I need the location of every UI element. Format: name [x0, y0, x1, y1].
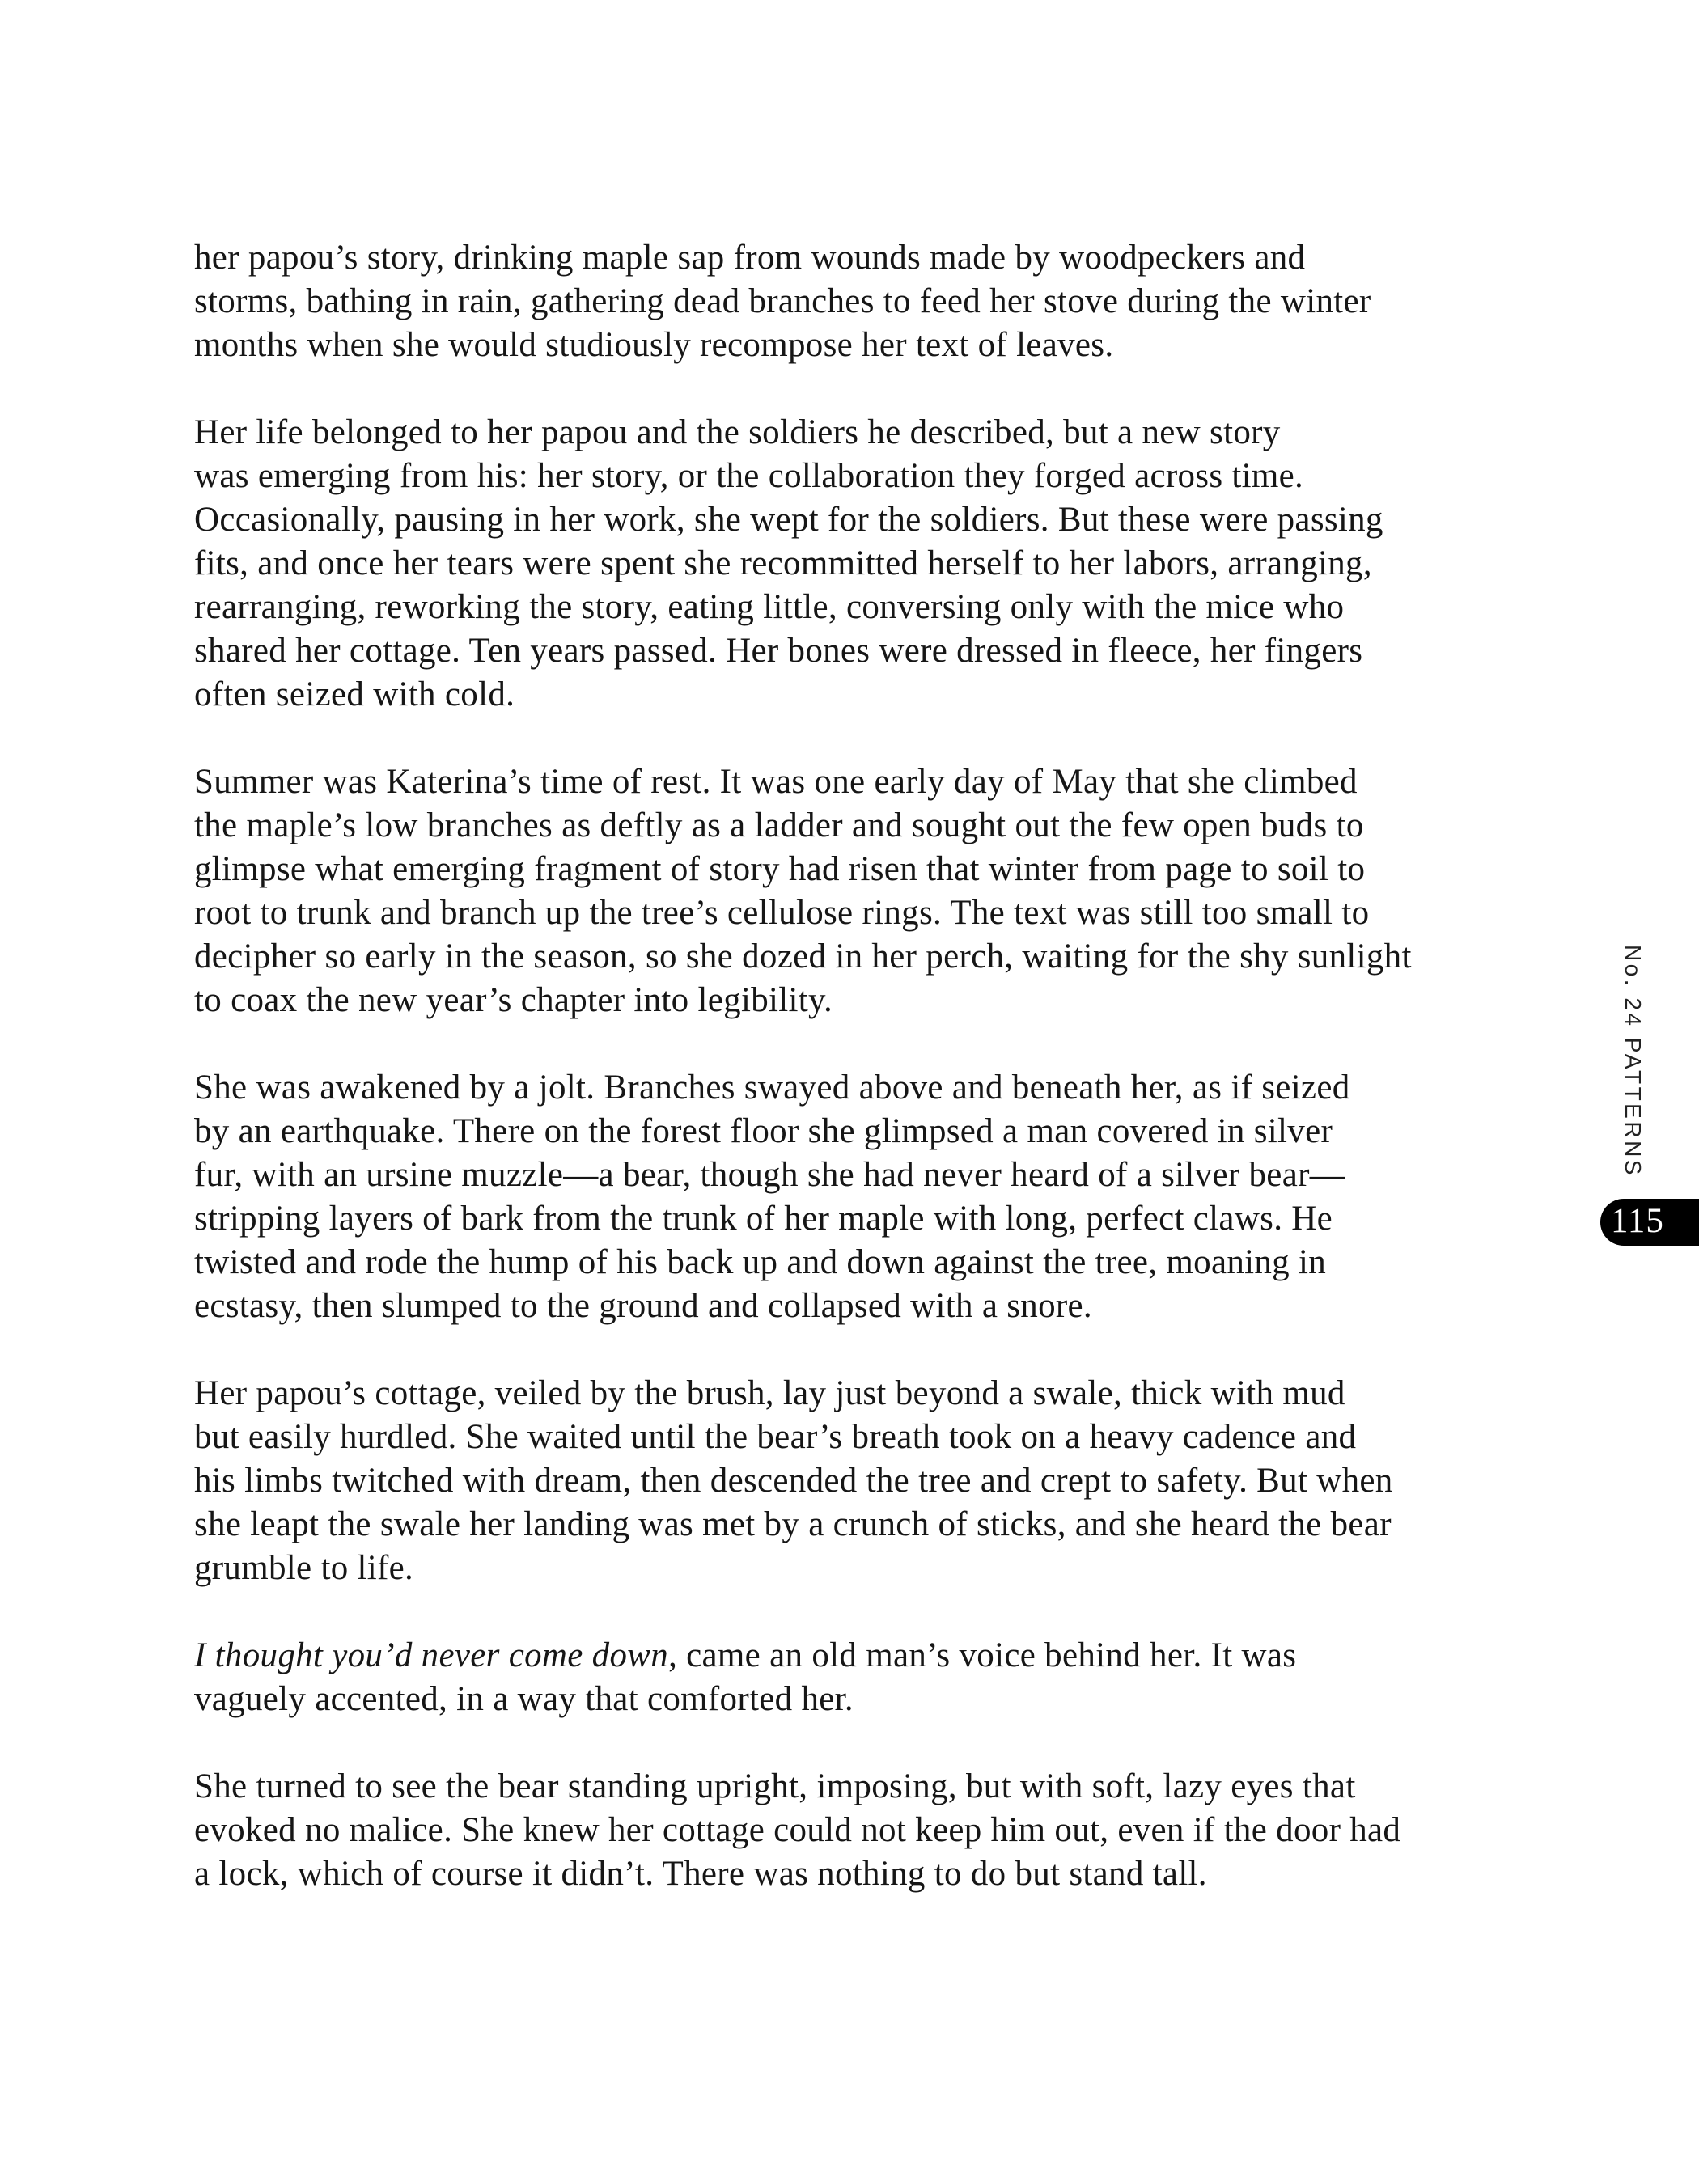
text-line: Occasionally, pausing in her work, she wept for the soldiers. But these were passing: [194, 501, 1383, 539]
text-line: by an earthquake. There on the forest floor she glimpsed a man covered in silver: [194, 1112, 1333, 1150]
page-number-badge: [1600, 1199, 1699, 1246]
text-line: months when she would studiously recompose her text of leaves.: [194, 326, 1114, 364]
text-line: grumble to life.: [194, 1549, 414, 1587]
text-line: twisted and rode the hump of his back up and down against the tree, moaning in: [194, 1243, 1327, 1281]
text-line: fits, and once her tears were spent she recommitted herself to her labors, arranging,: [194, 544, 1372, 582]
text-line: stripping layers of bark from the trunk of her maple with long, perfect claws. He: [194, 1200, 1333, 1238]
text-line: storms, bathing in rain, gathering dead branches to feed her stove during the winter: [194, 282, 1371, 320]
italic-phrase: I thought you’d never come down: [194, 1636, 669, 1674]
text-line: vaguely accented, in a way that comforted her.: [194, 1680, 854, 1718]
paragraph: [194, 1634, 1472, 1721]
text-line: glimpse what emerging fragment of story had risen that winter from page to soil to: [194, 850, 1366, 888]
text-line: rearranging, reworking the story, eating little, conversing only with the mice who: [194, 588, 1345, 626]
text-line: she leapt the swale her landing was met by a crunch of sticks, and she heard the bear: [194, 1505, 1392, 1543]
text-line: often seized with cold.: [194, 675, 515, 713]
text-line: the maple’s low branches as deftly as a ladder and sought out the few open buds to: [194, 806, 1364, 844]
text-line: her papou’s story, drinking maple sap from wounds made by woodpeckers and: [194, 239, 1306, 277]
text-line: a lock, which of course it didn’t. There was nothing to do but stand tall.: [194, 1855, 1207, 1893]
text-line: his limbs twitched with dream, then descended the tree and crept to safety. But when: [194, 1462, 1393, 1500]
body-text: [194, 236, 1472, 1896]
paragraph: [194, 411, 1472, 717]
text-line: root to trunk and branch up the tree’s cellulose rings. The text was still too small to: [194, 894, 1370, 932]
text-line: shared her cottage. Ten years passed. Her bones were dressed in fleece, her fingers: [194, 632, 1363, 670]
paragraph: [194, 1066, 1472, 1328]
paragraph: [194, 760, 1472, 1022]
text-line: Her papou’s cottage, veiled by the brush, lay just beyond a swale, thick with mud: [194, 1374, 1345, 1412]
text-line: Her life belonged to her papou and the soldiers he described, but a new story: [194, 413, 1281, 451]
page-number: 115: [1611, 1201, 1664, 1240]
text-line: but easily hurdled. She waited until the bear’s breath took on a heavy cadence and: [194, 1418, 1357, 1456]
paragraph: [194, 1765, 1472, 1896]
text-line: fur, with an ursine muzzle—a bear, though she had never heard of a silver bear—: [194, 1156, 1345, 1194]
text-line: She was awakened by a jolt. Branches swayed above and beneath her, as if seized: [194, 1069, 1350, 1107]
text-line: was emerging from his: her story, or the collaboration they forged across time.: [194, 457, 1304, 495]
text-line: to coax the new year’s chapter into legibility.: [194, 981, 833, 1019]
text-line: evoked no malice. She knew her cottage could not keep him out, even if the door had: [194, 1811, 1401, 1849]
text-line: Summer was Katerina’s time of rest. It was one early day of May that she climbed: [194, 763, 1358, 801]
paragraph: [194, 1372, 1472, 1590]
paragraph: [194, 236, 1472, 367]
text-line: decipher so early in the season, so she dozed in her perch, waiting for the shy sunlight: [194, 938, 1412, 976]
text-line: She turned to see the bear standing upright, imposing, but with soft, lazy eyes that: [194, 1767, 1356, 1805]
section-label-vertical: No. 24 PATTERNS: [1621, 945, 1646, 1178]
text-line: [194, 1634, 1472, 1678]
text-run: , came an old man’s voice behind her. It was: [668, 1636, 1297, 1674]
text-line: ecstasy, then slumped to the ground and collapsed with a snore.: [194, 1287, 1092, 1325]
